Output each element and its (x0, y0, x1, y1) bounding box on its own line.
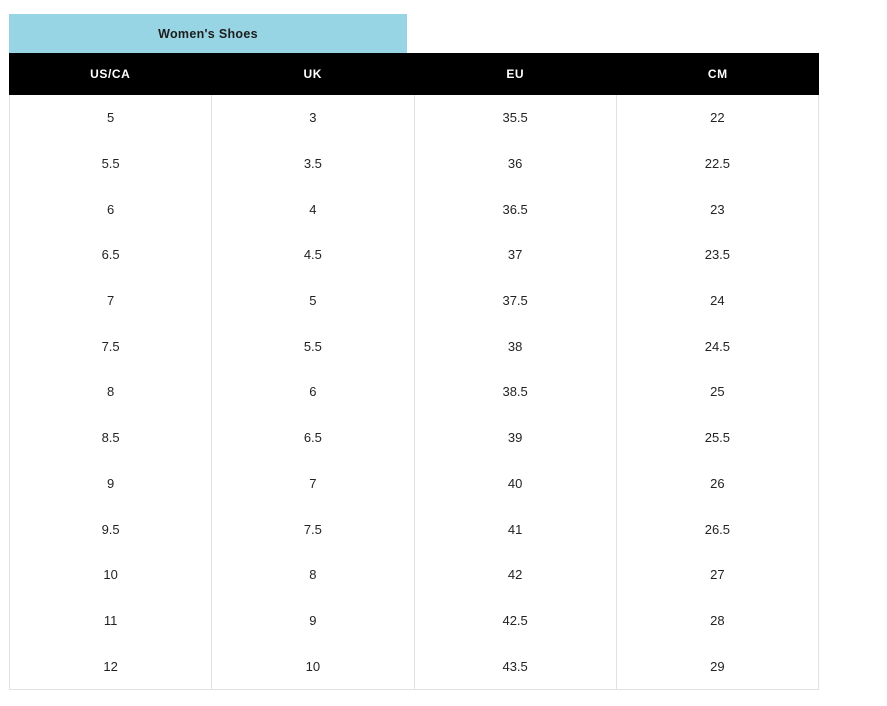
table-cell: 6.5 (101, 247, 120, 263)
table-cell: 5 (211, 278, 413, 324)
table-row (10, 323, 818, 369)
table-cell: 8 (107, 384, 115, 400)
table-cell: 9 (107, 475, 115, 491)
table-cell: 24 (616, 278, 818, 324)
tab-womens-shoes[interactable] (9, 14, 407, 53)
table-row (10, 186, 818, 232)
table-cell: 3.5 (211, 141, 413, 187)
table-cell: 3 (211, 95, 413, 141)
column-header-eu: EU (506, 67, 525, 81)
table-row (10, 415, 818, 461)
table-cell: 27 (616, 552, 818, 598)
table-cell: 40 (414, 461, 616, 507)
table-cell: 12 (103, 658, 118, 674)
table-cell: 26.5 (616, 506, 818, 552)
table-cell: 43.5 (414, 643, 616, 689)
table-row (10, 552, 818, 598)
table-row (10, 141, 818, 187)
table-cell: 11 (103, 612, 118, 628)
table-cell: 38.5 (414, 369, 616, 415)
size-chart (9, 14, 819, 690)
table-cell: 7 (211, 461, 413, 507)
table-cell: 36.5 (414, 186, 616, 232)
table-row (10, 95, 818, 141)
table-cell: 8 (211, 552, 413, 598)
table-cell: 22 (616, 95, 818, 141)
table-cell: 41 (414, 506, 616, 552)
table-cell: 37.5 (414, 278, 616, 324)
table-cell: 23.5 (616, 232, 818, 278)
table-cell: 26 (616, 461, 818, 507)
table-cell: 6 (211, 369, 413, 415)
table-row (10, 278, 818, 324)
table-cell: 42.5 (414, 598, 616, 644)
table-cell: 4.5 (211, 232, 413, 278)
table-cell: 9 (211, 598, 413, 644)
table-cell: 39 (414, 415, 616, 461)
table-cell: 37 (414, 232, 616, 278)
table-row (10, 369, 818, 415)
table-cell: 7.5 (101, 338, 120, 354)
table-cell: 8.5 (101, 430, 120, 446)
table-cell: 7 (107, 293, 115, 309)
column-header-us-ca: US/CA (90, 67, 131, 81)
table-row (10, 598, 818, 644)
table-body (9, 95, 819, 690)
table-cell: 42 (414, 552, 616, 598)
table-cell: 25.5 (616, 415, 818, 461)
table-cell: 7.5 (211, 506, 413, 552)
table-cell: 22.5 (616, 141, 818, 187)
table-cell: 29 (616, 643, 818, 689)
table-cell: 25 (616, 369, 818, 415)
table-cell: 6.5 (211, 415, 413, 461)
table-cell: 36 (414, 141, 616, 187)
table-cell: 24.5 (616, 323, 818, 369)
table-cell: 23 (616, 186, 818, 232)
table-row (10, 232, 818, 278)
table-cell: 38 (414, 323, 616, 369)
table-cell: 6 (107, 201, 115, 217)
table-cell: 5.5 (211, 323, 413, 369)
table-cell: 10 (211, 643, 413, 689)
table-cell: 9.5 (101, 521, 120, 537)
table-cell: 28 (616, 598, 818, 644)
table-cell: 35.5 (414, 95, 616, 141)
tab-label: Women's Shoes (158, 26, 258, 41)
table-cell: 5 (107, 110, 115, 126)
table-row (10, 506, 818, 552)
table-cell: 10 (103, 567, 118, 583)
column-header-cm: CM (707, 67, 728, 81)
table-cell: 4 (211, 186, 413, 232)
table-cell: 5.5 (101, 156, 120, 172)
column-header-uk: UK (303, 67, 323, 81)
table-header-row (9, 53, 819, 95)
table-row (10, 643, 818, 689)
table-row (10, 461, 818, 507)
